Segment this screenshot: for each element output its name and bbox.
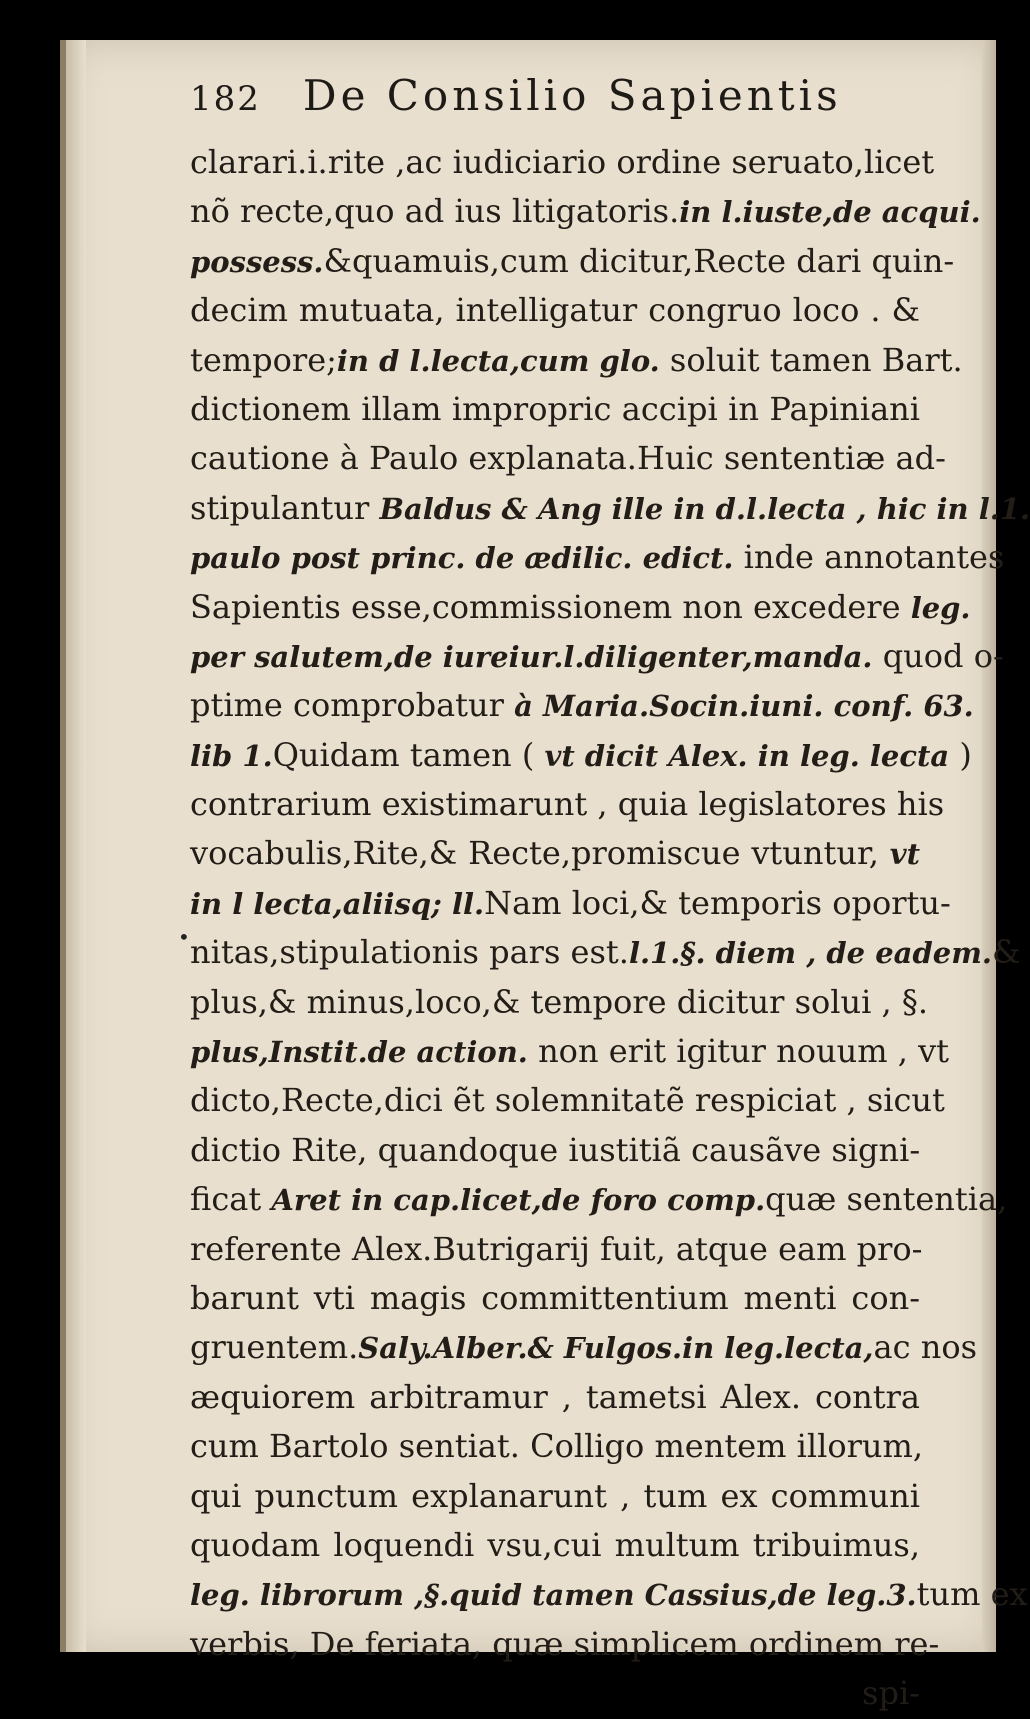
text-line: [190, 138, 935, 187]
text-run: soluit tamen Bart.: [659, 340, 963, 379]
citation: à Maria.Socin.iuni. conf. 63.: [514, 689, 974, 724]
citation: paulo post princ. de ædilic. edict.: [190, 541, 734, 576]
text-run: gruentem.: [190, 1328, 359, 1367]
citation: leg.: [910, 590, 971, 625]
text-line: [190, 1225, 923, 1274]
text-run: contrarium existimarunt , quia legislatores his: [190, 785, 945, 824]
text-run: nõ recte,quo ad ius litigatoris.: [190, 192, 680, 231]
text-line: [190, 1274, 920, 1323]
text-run: qui punctum explanarunt , tum ex communi: [190, 1476, 920, 1515]
text-line: [190, 1422, 924, 1471]
body-text: [190, 138, 1030, 1719]
text-line: [190, 780, 945, 829]
citation: Saly.Alber.& Fulgos.in leg.lecta,: [358, 1331, 874, 1366]
text-run: Nam loci,& temporis oportu-: [484, 883, 951, 922]
citation: plus,Instit.de action.: [190, 1035, 528, 1070]
text-run: non erit igitur nouum , vt: [527, 1032, 949, 1071]
text-line: [190, 731, 972, 780]
text-line: [190, 237, 955, 286]
running-header: [190, 70, 910, 130]
citation: in l lecta,aliisq; ll.: [190, 886, 485, 921]
text-run: clarari.i.rite ,ac iudiciario ordine seruato,licet: [190, 143, 935, 181]
text-line: [190, 632, 1004, 681]
text-run: decim mutuata, intelligatur congruo loco . &: [190, 291, 920, 330]
text-run: &quamuis,cum dicitur,Recte dari quin-: [323, 241, 955, 280]
text-run: spi-: [862, 1674, 920, 1713]
text-line: [190, 1373, 920, 1422]
text-run: barunt vti magis committentium menti con-: [190, 1278, 920, 1317]
text-run: quod o-: [872, 636, 1004, 675]
text-run: Sapientis esse,commissionem non excedere: [190, 587, 911, 626]
text-run: referente Alex.Butrigarij fuit, atque eam pro-: [190, 1229, 923, 1268]
text-run: tempore;: [190, 340, 337, 379]
citation: l.1.§. diem , de eadem.: [628, 936, 992, 971]
text-run: cum Bartolo sentiat. Colligo mentem illorum,: [190, 1427, 924, 1466]
text-line: [190, 1323, 977, 1372]
text-line: [190, 434, 946, 483]
text-run: inde annotantes: [733, 538, 1005, 577]
text-run: vocabulis,Rite,& Recte,promiscue vtuntur,: [190, 834, 890, 873]
citation: in l.iuste,de acqui.: [679, 195, 981, 230]
text-run: dictio Rite, quandoque iustitiã causãve signi-: [190, 1130, 921, 1169]
text-line: [190, 978, 929, 1027]
text-line: [190, 1521, 920, 1570]
text-run: dictionem illam impropric accipi in Papiniani: [190, 389, 920, 428]
text-run: nitas,stipulationis pars est.: [190, 933, 629, 972]
page-gutter: [66, 40, 86, 1652]
text-run: tum ex: [916, 1575, 1028, 1614]
text-run: verbis, De feriata, quæ simplicem ordinem re-: [190, 1624, 940, 1663]
running-title: De Consilio Sapientis: [302, 71, 842, 120]
text-line: [190, 1669, 920, 1718]
text-line: [190, 484, 1030, 533]
text-line: [190, 681, 974, 730]
page-number: 182: [190, 79, 261, 119]
text-line: [190, 1175, 1008, 1224]
citation: possess.: [190, 244, 324, 279]
text-line: [190, 533, 1005, 582]
citation: per salutem,de iureiur.l.diligenter,manda.: [190, 639, 873, 674]
citation: vt dicit Alex. in leg. lecta: [544, 738, 950, 773]
text-line: [190, 928, 1021, 977]
text-line: [190, 829, 920, 878]
citation: lib 1.: [190, 738, 273, 773]
margin-mark: •: [178, 925, 190, 949]
page-edge: [982, 40, 996, 1652]
text-line: [190, 187, 981, 236]
text-run: ac nos: [873, 1328, 977, 1367]
text-run: ficat: [190, 1180, 272, 1219]
text-run: quæ sententia,: [765, 1180, 1008, 1219]
text-run: Quidam tamen (: [272, 735, 545, 774]
text-run: dicto,Recte,dici ẽt solemnitatẽ respiciat , sicut: [190, 1081, 945, 1120]
text-line: [190, 583, 971, 632]
text-line: [190, 336, 963, 385]
text-run: plus,& minus,loco,& tempore dicitur solui , §.: [190, 982, 929, 1021]
citation: Aret in cap.licet,de foro comp.: [271, 1183, 766, 1218]
citation: leg. librorum ,§.quid tamen Cassius,de leg.3.: [190, 1578, 917, 1613]
text-line: [190, 385, 920, 434]
text-run: stipulantur: [190, 488, 380, 527]
citation: vt: [889, 837, 920, 872]
text-run: ): [949, 735, 972, 774]
text-run: &: [991, 933, 1021, 972]
text-line: [190, 1076, 945, 1125]
text-run: cautione à Paulo explanata.Huic sententiæ ad-: [190, 439, 946, 478]
text-line: [190, 1126, 920, 1175]
text-line: [190, 879, 951, 928]
text-run: ptime comprobatur: [190, 686, 515, 725]
text-run: æquiorem arbitramur , tametsi Alex. contra: [190, 1377, 920, 1416]
text-line: [190, 1620, 940, 1669]
text-line: [190, 286, 920, 335]
text-line: [190, 1027, 949, 1076]
text-line: [190, 1570, 1028, 1619]
citation: Baldus & Ang ille in d.l.lecta , hic in l.1.: [379, 491, 1030, 526]
citation: in d l.lecta,cum glo.: [336, 343, 660, 378]
text-line: [190, 1472, 920, 1521]
text-run: quodam loquendi vsu,cui multum tribuimus,: [190, 1525, 920, 1564]
